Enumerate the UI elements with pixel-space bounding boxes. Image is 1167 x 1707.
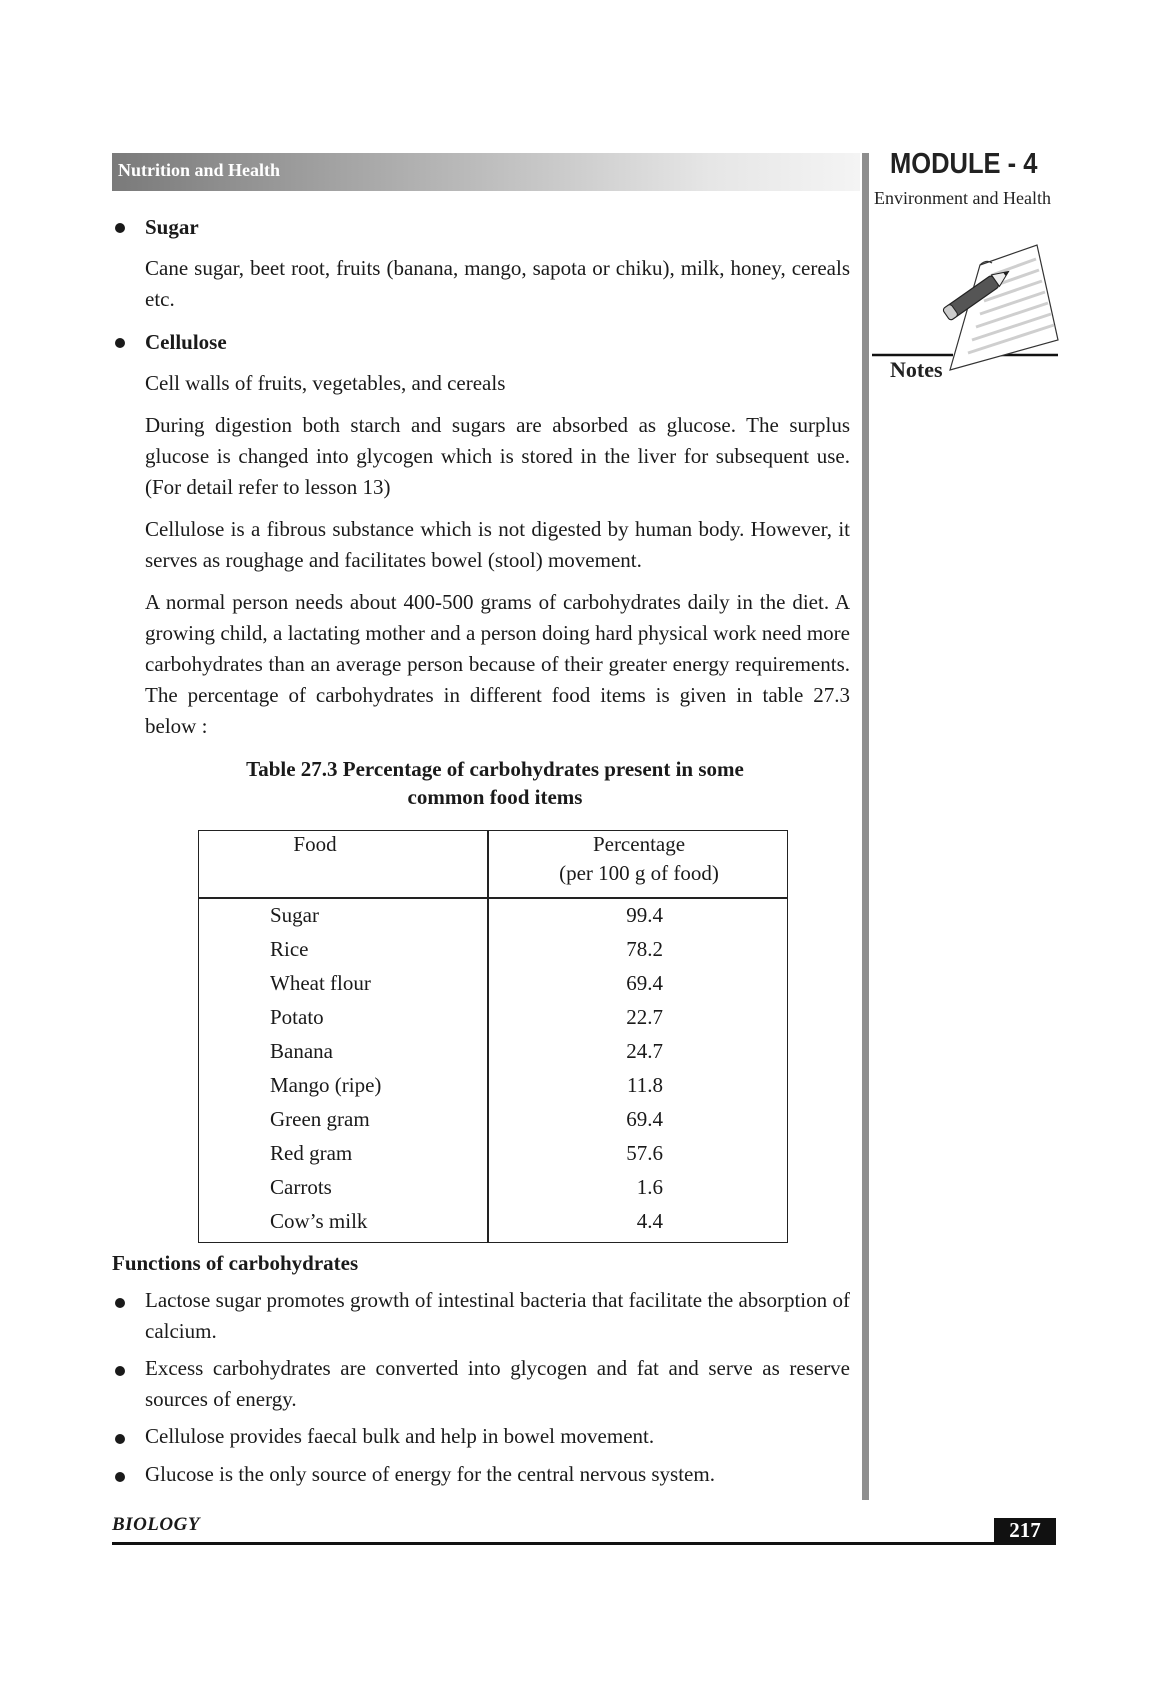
page-number: 217 bbox=[994, 1518, 1056, 1545]
table-cell-percentage: 11.8 bbox=[627, 1073, 663, 1097]
paragraph-digestion: During digestion both starch and sugars are absorbed as glucose. The surplus glucose is changed into glycogen which is stored in the liver for subsequent use. (For detail refer to lesson 13) bbox=[145, 413, 850, 499]
function-item: Excess carbohydrates are converted into glycogen and fat and serve as reserve sources of energy. bbox=[145, 1356, 850, 1411]
module-subtitle: Environment and Health bbox=[874, 188, 1051, 208]
table-cell-percentage: 1.6 bbox=[636, 1175, 663, 1199]
table-header-divider bbox=[198, 897, 788, 899]
sugar-text: Cane sugar, beet root, fruits (banana, mango, sapota or chiku), milk, honey, cereals etc. bbox=[145, 256, 850, 311]
cellulose-heading: Cellulose bbox=[145, 330, 227, 354]
functions-heading: Functions of carbohydrates bbox=[112, 1251, 359, 1275]
table-caption-line2: common food items bbox=[407, 785, 583, 809]
module-title: MODULE - 4 bbox=[890, 148, 1038, 180]
bullet-icon bbox=[115, 1298, 125, 1308]
table-cell-food: Rice bbox=[270, 937, 309, 961]
table-caption-line1: Table 27.3 Percentage of carbohydrates present in some bbox=[246, 757, 744, 781]
table-cell-food: Green gram bbox=[270, 1107, 370, 1131]
function-item: Lactose sugar promotes growth of intestinal bacteria that facilitate the absorption of calcium. bbox=[145, 1288, 850, 1343]
table-column-divider bbox=[487, 830, 489, 1243]
table-caption bbox=[200, 755, 790, 811]
cellulose-text: Cell walls of fruits, vegetables, and cereals bbox=[145, 371, 506, 395]
table-cell-food: Banana bbox=[270, 1039, 333, 1063]
sugar-heading: Sugar bbox=[145, 215, 199, 239]
margin-divider bbox=[862, 153, 869, 1500]
table-cell-food: Potato bbox=[270, 1005, 324, 1029]
table-cell-percentage: 57.6 bbox=[626, 1141, 663, 1165]
table-header-percentage-line1: Percentage bbox=[592, 832, 686, 856]
table-cell-food: Carrots bbox=[270, 1175, 332, 1199]
table-cell-percentage: 22.7 bbox=[626, 1005, 663, 1029]
footer-subject: BIOLOGY bbox=[112, 1514, 200, 1535]
table-header-percentage-line2: (per 100 g of food) bbox=[559, 861, 719, 885]
function-item: Glucose is the only source of energy for the central nervous system. bbox=[145, 1462, 715, 1486]
table-cell-food: Mango (ripe) bbox=[270, 1073, 382, 1097]
notes-label: Notes bbox=[890, 357, 943, 382]
chapter-title: Nutrition and Health bbox=[118, 160, 281, 180]
table-cell-percentage: 99.4 bbox=[626, 903, 663, 927]
function-item: Cellulose provides faecal bulk and help in bowel movement. bbox=[145, 1424, 655, 1448]
table-cell-food: Red gram bbox=[270, 1141, 353, 1165]
paragraph-cellulose: Cellulose is a fibrous substance which is not digested by human body. However, it serves as roughage and facilitates bowel (stool) movement. bbox=[145, 517, 850, 572]
bullet-icon bbox=[115, 1434, 125, 1444]
table-cell-percentage: 78.2 bbox=[626, 937, 663, 961]
table-cell-percentage: 24.7 bbox=[626, 1039, 663, 1063]
table-header-percentage bbox=[490, 830, 788, 888]
paragraph-requirements: A normal person needs about 400-500 grams of carbohydrates daily in the diet. A growing child, a lactating mother and a person doing hard physical work need more carbohydrates than an average person because of their greater energy requirements. The percentage of carbohydrates in different food items is given in table 27.3 below : bbox=[145, 590, 850, 738]
table-cell-food: Wheat flour bbox=[270, 971, 371, 995]
table-cell-percentage: 69.4 bbox=[626, 971, 663, 995]
chapter-header-band bbox=[112, 153, 860, 191]
footer-rule bbox=[112, 1542, 996, 1545]
table-cell-percentage: 69.4 bbox=[626, 1107, 663, 1131]
bullet-icon bbox=[115, 1366, 125, 1376]
bullet-icon bbox=[115, 338, 125, 348]
table-cell-percentage: 4.4 bbox=[636, 1209, 663, 1233]
bullet-icon bbox=[115, 1472, 125, 1482]
bullet-icon bbox=[115, 223, 125, 233]
table-cell-food: Cow’s milk bbox=[270, 1209, 368, 1233]
table-header-food: Food bbox=[293, 832, 337, 856]
table-cell-food: Sugar bbox=[270, 903, 319, 927]
